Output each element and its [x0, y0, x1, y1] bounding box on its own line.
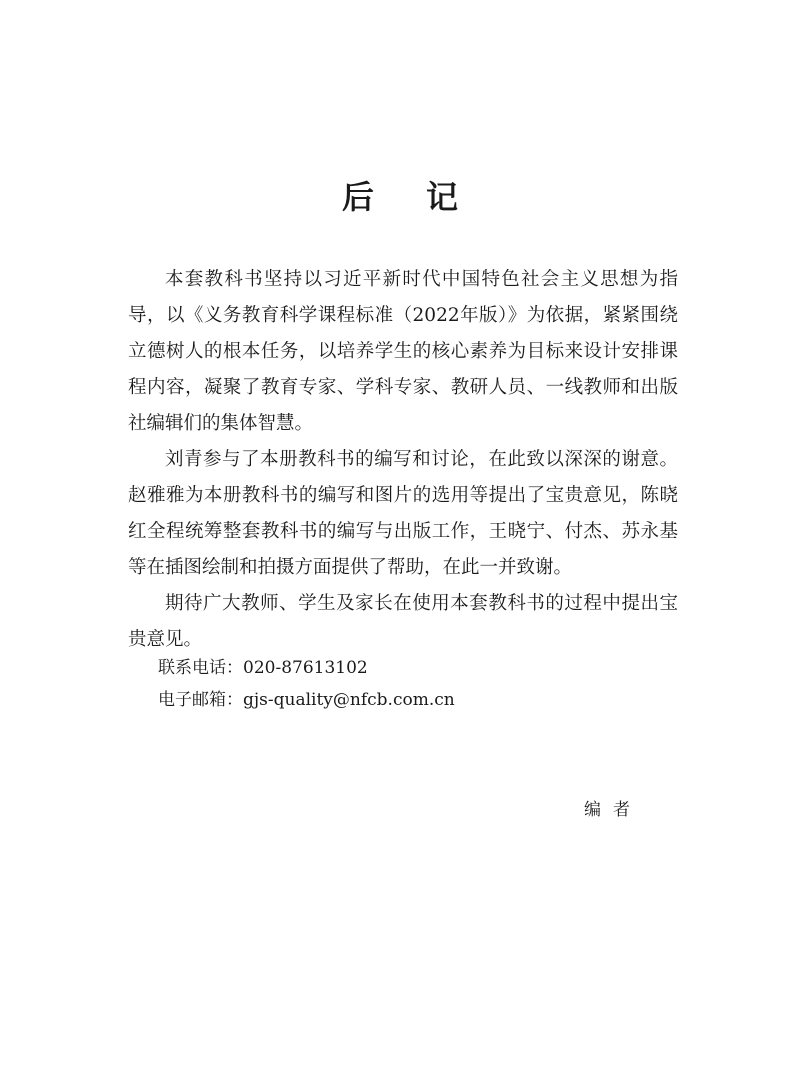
phone-row [158, 652, 455, 684]
paragraph-2: 刘青参与了本册教科书的编写和讨论，在此致以深深的谢意。赵雅雅为本册教科书的编写和图片的选用等提出了宝贵意见，陈晓红全程统筹整套教科书的编写与出版工作，王晓宁、付杰、苏永基等在插图绘制和拍摄方面提供了帮助，在此一并致谢。 [128, 449, 678, 578]
phone-number: 020-87613102 [243, 658, 368, 678]
body-text [128, 262, 678, 658]
email-address: gjs-quality@nfcb.com.cn [243, 690, 455, 710]
email-row [158, 684, 455, 716]
paragraph-3: 期待广大教师、学生及家长在使用本套教科书的过程中提出宝贵意见。 [128, 593, 678, 650]
signature: 编者 [584, 800, 642, 820]
paragraph-1: 本套教科书坚持以习近平新时代中国特色社会主义思想为指导，以《义务教育科学课程标准（2022年版）》为依据，紧紧围绕立德树人的根本任务，以培养学生的核心素养为目标来设计安排课程内容，凝聚了教育专家、学科专家、教研人员、一线教师和出版社编辑们的集体智慧。 [128, 269, 678, 434]
contact-info [158, 652, 455, 716]
phone-label: 联系电话： [158, 658, 243, 678]
page-title: 后记 [341, 178, 510, 216]
email-label: 电子邮箱： [158, 690, 243, 710]
